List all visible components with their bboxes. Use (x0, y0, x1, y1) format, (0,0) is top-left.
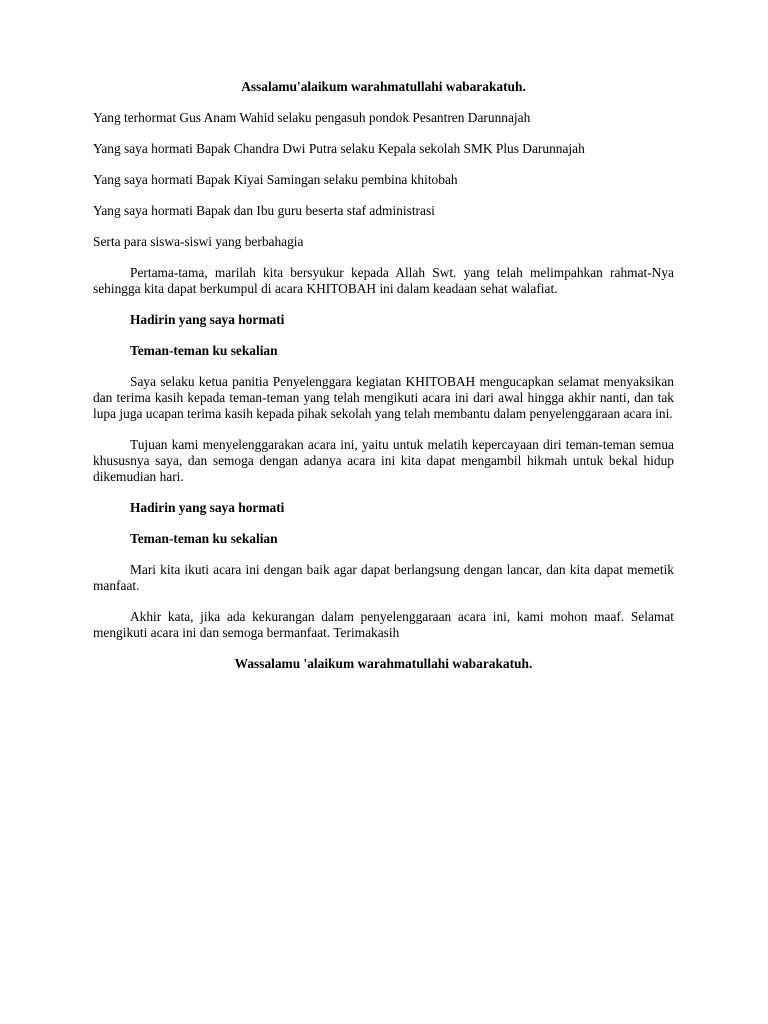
section-heading: Teman-teman ku sekalian (130, 343, 278, 358)
greeting-line: Yang saya hormati Bapak dan Ibu guru beserta staf administrasi (93, 203, 435, 218)
body-paragraph: Akhir kata, jika ada kekurangan dalam penyelenggaraan acara ini, kami mohon maaf. Selamat mengikuti acara ini dan semoga bermanfaat. Terimakasih (93, 609, 674, 640)
section-heading: Teman-teman ku sekalian (130, 531, 278, 546)
body-paragraph: Tujuan kami menyelenggarakan acara ini, yaitu untuk melatih kepercayaan diri teman-teman semua khususnya saya, dan semoga dengan adanya acara ini kita dapat mengambil hikmah untuk bekal hidup dikemudian hari. (93, 437, 674, 484)
body-paragraph: Mari kita ikuti acara ini dengan baik agar dapat berlangsung dengan lancar, dan kita dapat memetik manfaat. (93, 562, 674, 593)
body-paragraph: Pertama-tama, marilah kita bersyukur kepada Allah Swt. yang telah melimpahkan rahmat-Nya sehingga kita dapat berkumpul di acara KHITOBAH ini dalam keadaan sehat walafiat. (93, 265, 674, 296)
greeting-line: Yang saya hormati Bapak Kiyai Samingan selaku pembina khitobah (93, 172, 458, 187)
section-heading: Hadirin yang saya hormati (130, 312, 285, 327)
greeting-line: Serta para siswa-siswi yang berbahagia (93, 234, 304, 249)
greeting-line: Yang saya hormati Bapak Chandra Dwi Putra selaku Kepala sekolah SMK Plus Darunnajah (93, 141, 585, 156)
document-page (93, 79, 674, 687)
opening-salutation: Assalamu'alaikum warahmatullahi wabarakatuh. (241, 79, 526, 94)
body-paragraph: Saya selaku ketua panitia Penyelenggara kegiatan KHITOBAH mengucapkan selamat menyaksikan dan terima kasih kepada teman-teman yang telah mengikuti acara ini dari awal hingga akhir nanti, dan tak lupa juga ucapan terima kasih kepada pihak sekolah yang telah membantu dalam penyelenggaraan acara ini. (93, 374, 674, 421)
greeting-line: Yang terhormat Gus Anam Wahid selaku pengasuh pondok Pesantren Darunnajah (93, 110, 531, 125)
section-heading: Hadirin yang saya hormati (130, 500, 285, 515)
closing-salutation: Wassalamu 'alaikum warahmatullahi wabarakatuh. (234, 656, 533, 671)
